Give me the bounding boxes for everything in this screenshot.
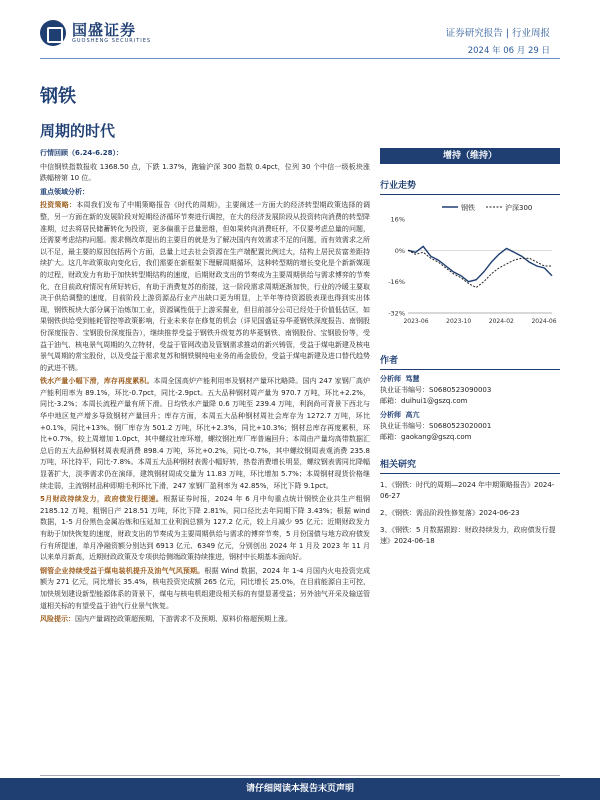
legend-label-hs300: 沪深300 [505, 204, 533, 212]
author-2-name: 高亢 [405, 411, 420, 419]
author-1-role: 分析师 [380, 375, 401, 383]
points-heading: 重点领域分析： [40, 187, 89, 196]
risk-paragraph [40, 614, 370, 626]
report-type: 证券研究报告 | 行业周报 [445, 28, 550, 39]
y-tick-label: -32% [388, 309, 405, 318]
y-tick-label: 0% [394, 246, 405, 255]
authors-title: 作者 [380, 353, 560, 370]
report-title: 周期的时代 [40, 122, 116, 140]
author-2 [380, 410, 560, 421]
trend-chart [380, 195, 560, 335]
x-tick-label: 2024-02 [488, 318, 514, 325]
supply-paragraph [40, 376, 370, 492]
industry-name: 钢铁 [40, 86, 76, 107]
related-item-1[interactable]: 1、《钢铁：时代的周期—2024 年中期策略报告》2024-06-27 [380, 481, 555, 500]
fiscal-paragraph [40, 494, 370, 564]
logo-cn: 国盛证券 [72, 20, 137, 39]
pipe-label: 钢管企业持续受益于煤电装机提升及油气气风预期。 [40, 566, 205, 575]
invest-paragraph [40, 200, 370, 374]
y-tick-label: -16% [388, 278, 405, 287]
invest-text: 本周我们发布了中期策略报告《时代的周期》，主要阐述一方面大的经济转型期政策选择的调整，另一方面在新的发展阶段对短期经济循环节奏进行调控，在大的经济发展阶段从投资转向消费的转型降准期，过去将居民储蓄转化为投资，更多偏重于总量思维，但如果转向消费旺杆，不仅要考虑总量的问题，还需要考虑结构问题。需求侧改革提出的主要目的就是为了解决国内有效需求不足的问题，而有效需求之所以不足，最主要的原因包括两个方面，总量上过去社会资源在生产端配置比例过大，结构上居民贫富差距持续扩大。这几年政策取向变化后，我们需要在新框架下理解周期循环，这种转型期的增长变化是个新新媒现的过程，财政发力有助于加快转型期结构的速度，后期财政支出的节奏成为主要周期供给与需求博弈的节奏化，在目前政府情况有所好转后，有助于消费复苏的衔接，这一阶段需求周期逐渐加快，行业的冷暖主要取决于供给调整的速度，目前阶段上游资源品行业产出缺口更为明显，上半年等待资源股表现也得到实出体现，钢铁板块大部分属于冶炼加工业，资源属性低于上游采掘业，但目前部分公司已经处于价值低估区，如果钢铁供给受到能耗管控等政策影响，行业未来存在修复的机会（详见国盛证券华菱钢铁深度报告、南钢股份深度报告、宝钢股份深度报告），继续推荐受益于钢铁升级复苏的华菱钢铁、南钢股份、宝钢股份等，受益于油气、核电景气周期的久立特材，受益于管网改造及管钢需求推动的新兴铸管，受益于煤电新建及核电景气周期的常宝股份，以及受益于需求复苏和钢铁铜纯电业务的甬金股份，受益于煤电新建及进口替代趋势的武进不锈。 [40, 201, 371, 372]
x-tick-label: 2023-06 [403, 318, 429, 325]
page-header [0, 0, 600, 58]
pipe-paragraph [40, 566, 370, 612]
series-line-steel [408, 246, 552, 281]
related-title: 相关研究 [380, 457, 560, 474]
author-2-role: 分析师 [380, 411, 401, 419]
fiscal-text: 根据证券时报，2024 年 6 月中旬重点统计钢铁企业共生产粗钢 2185.12 万吨，粗钢日产 218.51 万吨，环比下降 2.81%，同口径比去年同期下降 3.43%；根据 wind 数据，1-5 月份黑色金属冶炼和压延加工业利润总额为 127.2 亿元，较上月减少 95 亿元；近期财政发力有助于加快恢复的速度，财政支出的节奏成为主要周期供给与需求的博弈节奏，5 月份国债与地方政府债发行有所提速，单月净融资额分别达到 6913 亿元、6349 亿元，分别创出 2024 年 1 月及 2023 年 11 月以来单月新高，近期财政政策及专项供给侧端政策持续推进，钢材中长期基本面向好。 [40, 495, 370, 562]
invest-label: 投资策略： [40, 201, 77, 210]
sidebar [380, 148, 560, 547]
author-1-name: 笃慧 [405, 375, 420, 383]
trend-title: 行业走势 [380, 178, 560, 195]
risk-label: 风险提示： [40, 615, 75, 624]
author-1 [380, 374, 560, 385]
author-1-cert: 执业证书编号：S0680523090003 [380, 386, 492, 394]
supply-label: 铁水产量小幅下滑，库存再度累积。 [40, 377, 154, 386]
main-content [40, 148, 370, 628]
x-tick-label: 2023-10 [446, 318, 472, 325]
related-item-2[interactable]: 2、《钢铁：需品阶段性修复落》2024-06-23 [380, 509, 520, 517]
pipe-text: 根据 Wind 数据，2024 年 1-4 月国内火电投资完成额为 271 亿元，同比增长 35.4%，核电投资完成额 265 亿元，同比增长 25.0%，在目前能源自主可控，加快规划建设新型能源体系的背景下，煤电与核电机组建设相关标的有望显著受益；另外油气开采及输送管道相关标的有望受益于油气行业景气恢复。 [40, 566, 371, 610]
x-tick-label: 2024-06 [531, 318, 557, 325]
risk-text: 国内产量调控政策超预期、下游需求不及预期、原料价格超预期上涨。 [75, 615, 292, 624]
footer-divider [40, 775, 560, 776]
logo-en: GUOSHENG SECURITIES [72, 37, 152, 44]
legend-label-steel: 钢铁 [461, 204, 475, 212]
review-text: 中信钢铁指数报收 1368.50 点，下跌 1.37%，跑输沪深 300 指数 0.4pct，位列 30 个中信一级板块涨跌幅榜第 10 位。 [40, 162, 370, 183]
fiscal-label: 5月财政持续发力，政府债发行提速。 [40, 495, 164, 504]
author-2-email: 邮箱：gaokang@gszq.com [380, 433, 472, 441]
review-paragraph [40, 148, 370, 160]
related-item-3[interactable]: 3、《钢铁：5 月数据跟踪：财政持续发力，政府债发行提速》2024-06-18 [380, 526, 556, 545]
y-tick-label: 16% [390, 215, 405, 224]
supply-text: 本周全国高炉产能利用率及钢材产量环比略降。国内 247 家钢厂高炉产能利用率为 89.1%，环比-0.7pct，同比-2.9pct。五大品种钢材周产量为 970.7 万吨，环比+2.2%，同比-3.2%；本周长流程产量有所下滑。日均铁水产量降 0.6 万吨至 239.4 万吨，利润尚可背景下西北与华中地区复产增多导致钢材产量回升；库存方面，本周五大品种钢材周社会库存为 1272.7 万吨，环比+0.1%，同比+13%。钢厂库存为 501.2 万吨，环比+2.3%，同比+10.3%；钢材总库存再度累积，环比+0.7%，较上周增加 1.0pct，其中螺纹社库环增，螺纹钢社库厂库普遍回升；本周由产量均高带数据汇总后的五大品种钢材周表观消费 898.4 万吨，环比+0.2%，同比-0.7%，其中螺纹钢周表观消费 235.8 万吨，环比持平，同比-7.8%。本周五大品种钢材表需小幅好转，热卷消费增长明显，螺纹钢表需同比降幅显著扩大，淡季需求仍在演绎，建筑钢材周成交量为 11.83 万吨，环比增加 5.7%；本周钢材现货价格继续走弱，主流钢材品种即期毛利环比下滑，247 家钢厂盈利率为 42.85%，环比下降 9.1pct。 [40, 377, 371, 490]
chart-legend [442, 203, 532, 212]
header-divider [40, 58, 560, 59]
footer-disclaimer: 请仔细阅读本报告末页声明 [0, 778, 600, 800]
rating-badge: 增持（维持） [380, 148, 560, 164]
review-heading: 行情回顾（6.24-6.28）： [40, 149, 123, 157]
author-2-cert: 执业证书编号：S0680523020001 [380, 422, 492, 430]
author-1-email: 邮箱：duihui1@gszq.com [380, 397, 468, 405]
logo-icon [40, 20, 66, 46]
report-date: 2024 年 06 月 29 日 [467, 46, 550, 56]
company-logo [40, 20, 151, 46]
